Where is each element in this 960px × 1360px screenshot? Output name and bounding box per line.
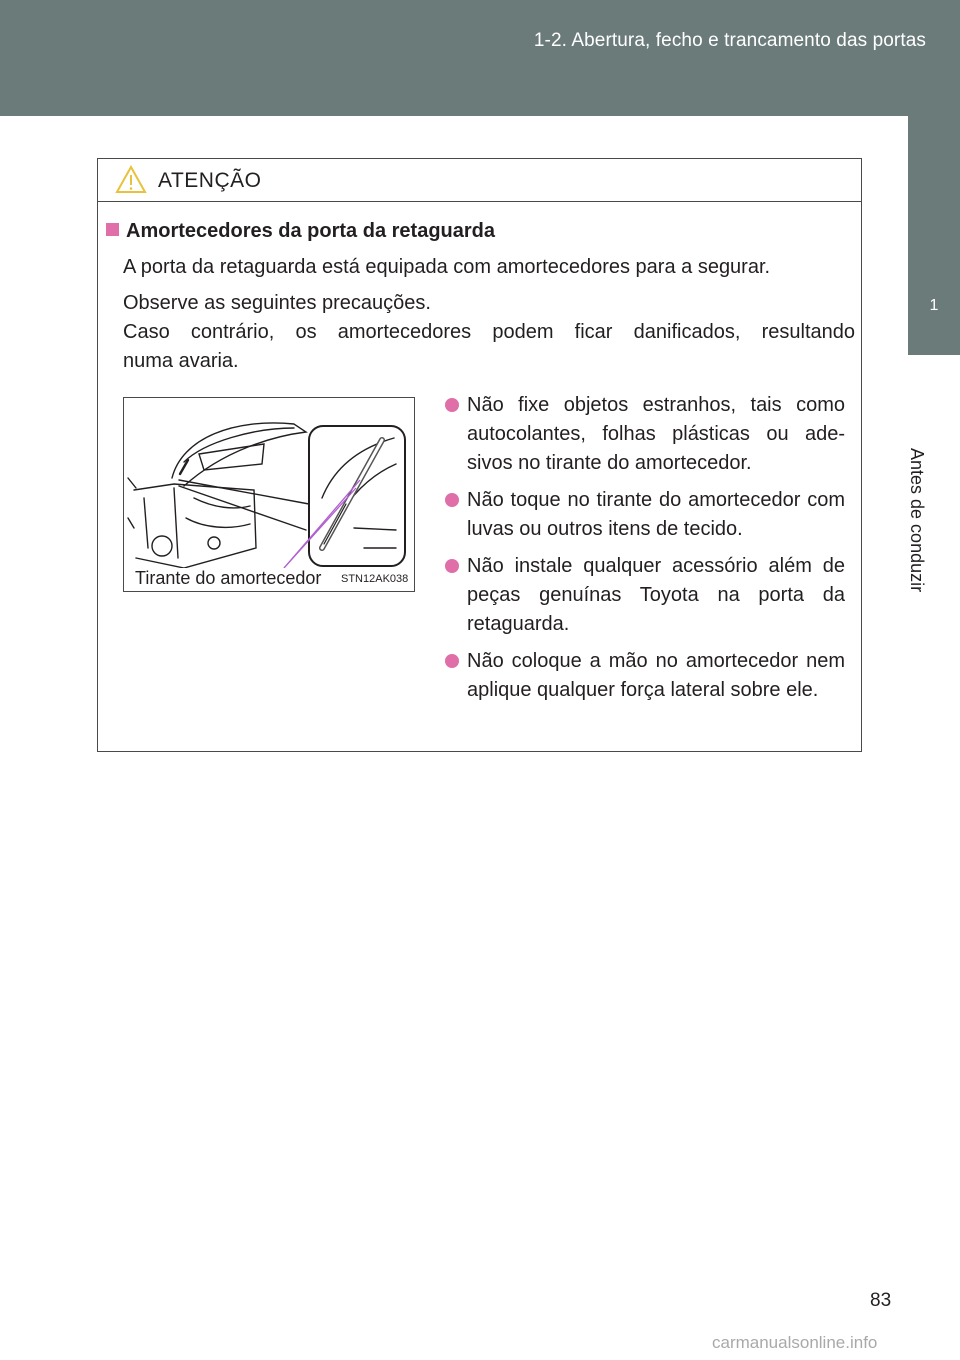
damper-illustration [123, 397, 415, 592]
warning-header [98, 159, 861, 202]
bullet-dot-icon [445, 654, 459, 668]
paragraph-2 [123, 289, 855, 376]
bullet-dot-icon [445, 493, 459, 507]
section-heading-text: Amortecedores da porta da retaguarda [126, 220, 495, 242]
paragraph-2-line-1: Observe as seguintes precauções. [123, 292, 431, 314]
list-item: Não instale qualquer acessório além de peças genuínas Toyota na porta da retaguarda. [445, 552, 845, 639]
warning-box [97, 158, 862, 752]
side-band [908, 116, 960, 256]
warning-triangle-icon [115, 165, 147, 194]
watermark[interactable]: carmanualsonline.info [712, 1333, 878, 1352]
header-band [0, 0, 960, 116]
list-item: Não toque no tirante do amortecedor com luvas ou outros itens de tecido. [445, 486, 845, 544]
chapter-tab [908, 256, 960, 355]
square-bullet-icon [106, 223, 119, 236]
figure-caption: Tirante do amortecedor [135, 568, 322, 588]
chapter-number: 1 [929, 296, 939, 314]
warning-title: ATENÇÃO [158, 169, 262, 192]
chapter-label: Antes de conduzir [907, 448, 927, 593]
bullet-dot-icon [445, 559, 459, 573]
precaution-list [445, 391, 845, 713]
rear-door-drawing [124, 398, 414, 591]
section-heading [106, 220, 495, 243]
section-title: 1-2. Abertura, fecho e trancamento das portas [533, 30, 926, 51]
paragraph-1: A porta da retaguarda está equipada com amortecedores para a segurar. [123, 256, 771, 278]
bullet-dot-icon [445, 398, 459, 412]
figure-code: STN12AK038 [341, 573, 409, 585]
paragraph-2-line-3: numa avaria. [123, 350, 239, 372]
page-number: 83 [870, 1290, 892, 1311]
paragraph-2-line-2: Caso contrário, os amortecedores podem ficar danificados, resultando [123, 321, 855, 343]
list-item: Não coloque a mão no amortecedor nem aplique qualquer força lateral sobre ele. [445, 647, 845, 705]
list-item: Não fixe objetos estranhos, tais como autocolantes, folhas plásticas ou ade-sivos no tirante do amortecedor. [445, 391, 845, 478]
